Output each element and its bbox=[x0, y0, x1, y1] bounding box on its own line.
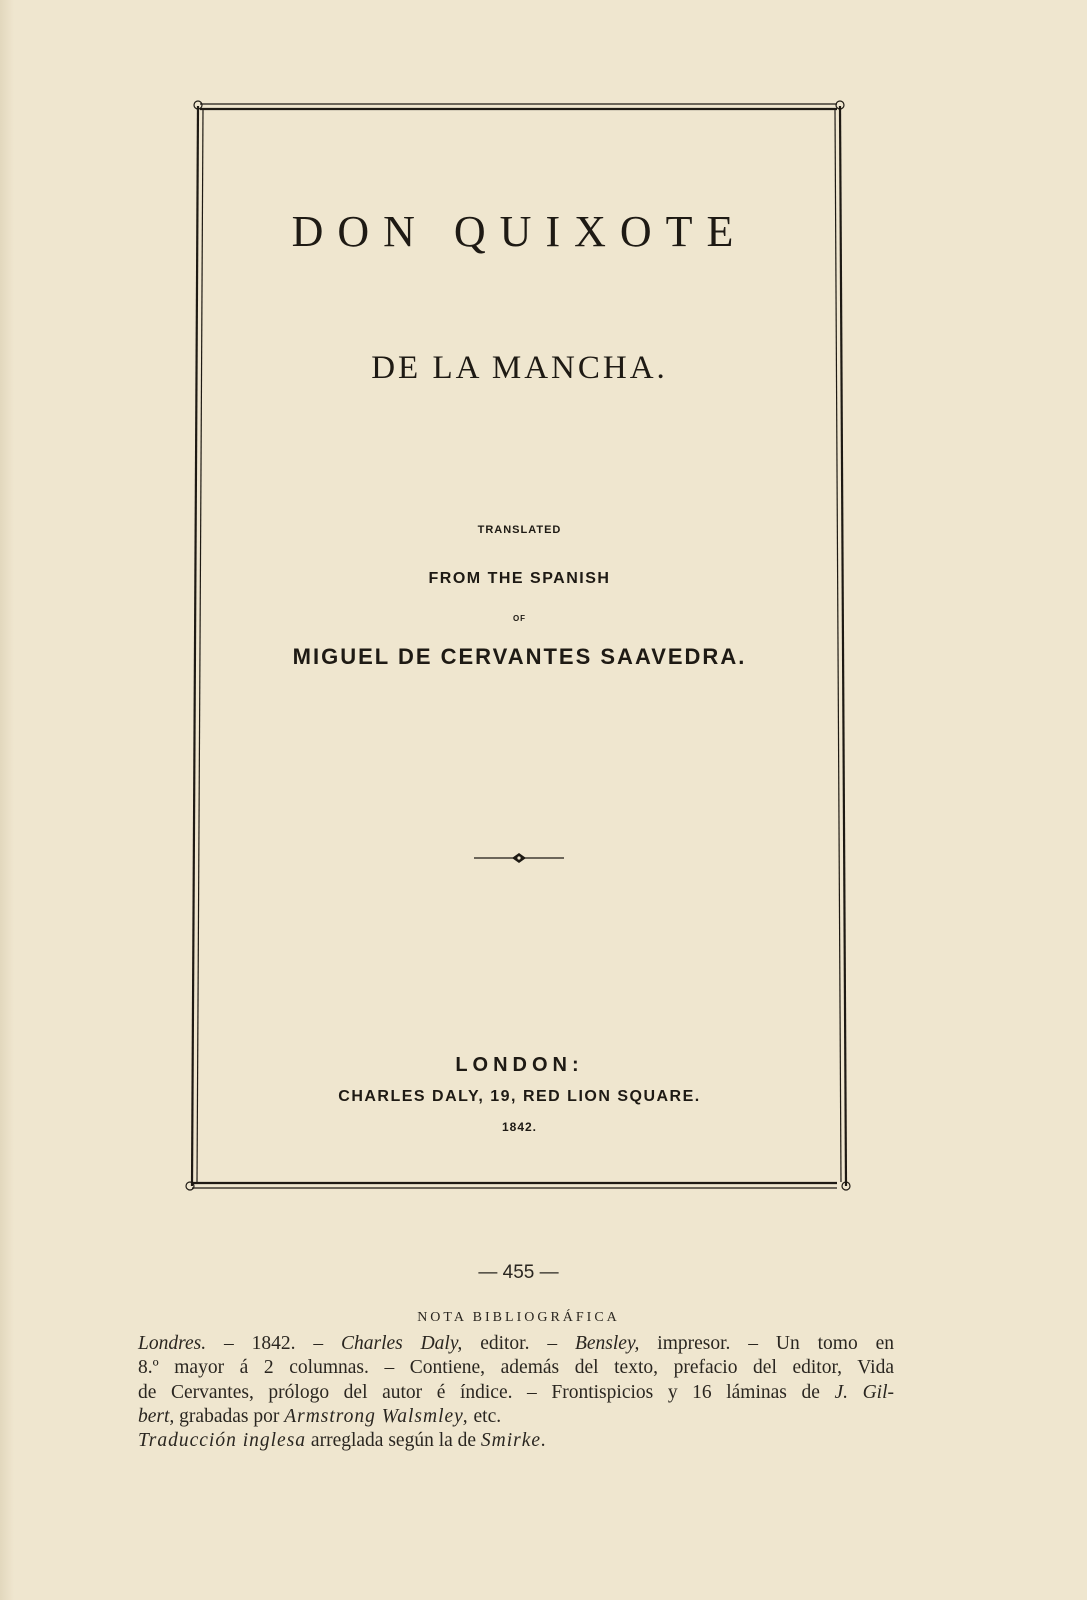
divider-ornament-icon bbox=[474, 850, 564, 866]
translated-label: TRANSLATED bbox=[477, 524, 562, 536]
book-subtitle: DE LA MANCHA. bbox=[371, 350, 668, 386]
engraver-name: Armstrong Walsmley, bbox=[284, 1405, 469, 1427]
translation-note: Traducción inglesa bbox=[138, 1430, 307, 1452]
printer-name: Bensley, bbox=[574, 1333, 640, 1354]
source-name: Smirke. bbox=[480, 1430, 547, 1452]
nota-line-3 bbox=[138, 1381, 894, 1405]
editor-role: editor. – bbox=[462, 1333, 575, 1354]
line4-mid: grabadas por bbox=[174, 1405, 285, 1427]
nota-heading: NOTA BIBLIOGRÁFICA bbox=[417, 1310, 620, 1325]
line5-mid: arreglada según la de bbox=[306, 1430, 481, 1452]
line1-rest: impresor. – Un tomo en bbox=[639, 1333, 894, 1354]
illustrator-name-part1: J. Gil- bbox=[834, 1381, 894, 1403]
illustrator-name-part2: bert, bbox=[138, 1405, 175, 1427]
nota-line-2: 8.º mayor á 2 columnas. – Contiene, además del texto, prefacio del editor, Vida bbox=[138, 1357, 894, 1379]
nota-line-5 bbox=[138, 1429, 894, 1453]
publisher-address: CHARLES DALY, 19, RED LION SQUARE. bbox=[338, 1088, 701, 1105]
nota-line-4 bbox=[138, 1405, 894, 1429]
page-edge-shadow bbox=[0, 0, 14, 1600]
year-text: – 1842. – bbox=[206, 1333, 341, 1354]
publication-city: LONDON: bbox=[455, 1054, 584, 1076]
of-label: OF bbox=[512, 614, 527, 623]
nota-body bbox=[138, 1332, 894, 1453]
editor-name: Charles Daly, bbox=[340, 1333, 463, 1354]
publication-year: 1842. bbox=[501, 1120, 538, 1134]
nota-line-1 bbox=[138, 1332, 894, 1356]
line3-text: de Cervantes, prólogo del autor é índice. – Frontispicios y 16 láminas de bbox=[138, 1381, 835, 1403]
title-page-frame bbox=[198, 110, 841, 1191]
place-name: Londres. bbox=[138, 1333, 207, 1354]
author-name: MIGUEL DE CERVANTES SAAVEDRA. bbox=[292, 644, 747, 669]
book-title: DON QUIXOTE bbox=[291, 207, 748, 256]
line4-end: etc. bbox=[468, 1405, 502, 1427]
page-number: — 455 — bbox=[478, 1262, 559, 1283]
from-spanish-label: FROM THE SPANISH bbox=[428, 570, 611, 587]
